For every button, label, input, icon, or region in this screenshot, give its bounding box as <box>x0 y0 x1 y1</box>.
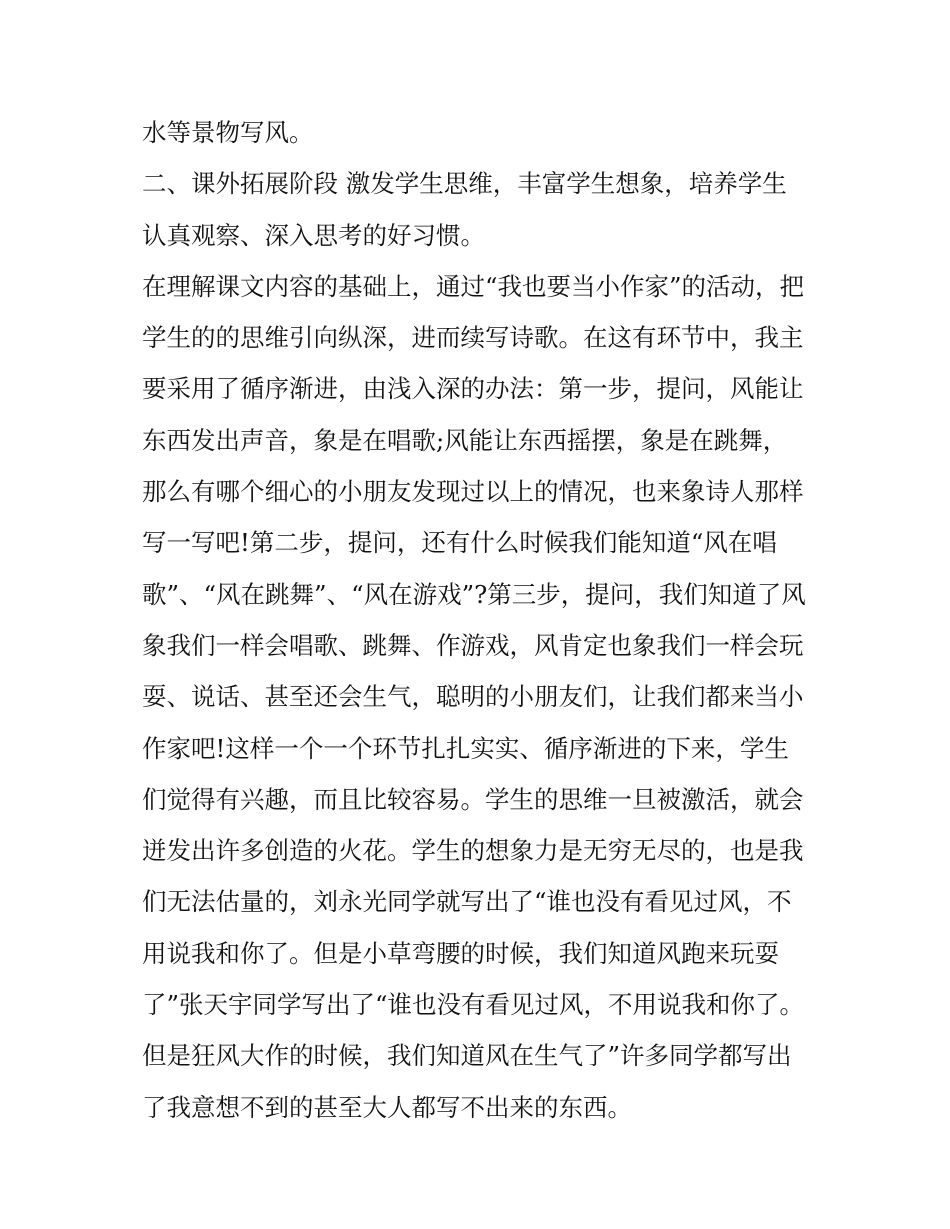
text-line: 学生的的思维引向纵深，进而续写诗歌。在这有环节中，我主 <box>142 323 804 353</box>
text-line: 写一写吧!第二步，提问，还有什么时候我们能知道“风在唱 <box>142 528 777 558</box>
text-line: 迸发出许多创造的火花。学生的想象力是无穷无尽的，也是我 <box>142 836 804 866</box>
text-line: 在理解课文内容的基础上，通过“我也要当小作家”的活动，把 <box>142 271 805 301</box>
text-line: 东西发出声音，象是在唱歌;风能让东西摇摆，象是在跳舞， <box>142 425 788 455</box>
text-line: 用说我和你了。但是小草弯腰的时候，我们知道风跑来玩耍 <box>142 938 779 968</box>
text-line: 认真观察、深入思考的好习惯。 <box>142 220 485 250</box>
body-text <box>142 107 822 1133</box>
text-line: 们无法估量的，刘永光同学就写出了“谁也没有看见过风，不 <box>142 887 792 917</box>
text-line: 那么有哪个细心的小朋友发现过以上的情况，也来象诗人那样 <box>142 477 804 507</box>
text-line: 但是狂风大作的时候，我们知道风在生气了”许多同学都写出 <box>142 1041 792 1071</box>
text-line: 歌”、“风在跳舞”、“风在游戏”?第三步，提问，我们知道了风 <box>142 579 806 609</box>
text-line: 作家吧!这样一个一个环节扎扎实实、循序渐进的下来，学生 <box>142 733 789 763</box>
text-line: 了”张天宇同学写出了“谁也没有看见过风，不用说我和你了。 <box>142 990 805 1020</box>
text-line: 水等景物写风。 <box>142 118 314 147</box>
text-line: 耍、说话、甚至还会生气，聪明的小朋友们，让我们都来当小 <box>142 682 804 712</box>
text-line: 们觉得有兴趣，而且比较容易。学生的思维一旦被激活，就会 <box>142 784 804 814</box>
text-line: 要采用了循序渐进，由浅入深的办法：第一步，提问，风能让 <box>142 374 804 404</box>
text-line: 二、课外拓展阶段 激发学生思维，丰富学生想象，培养学生 <box>142 169 787 199</box>
text-line: 象我们一样会唱歌、跳舞、作游戏，风肯定也象我们一样会玩 <box>142 630 804 660</box>
text-line: 了我意想不到的甚至大人都写不出来的东西。 <box>142 1092 632 1122</box>
